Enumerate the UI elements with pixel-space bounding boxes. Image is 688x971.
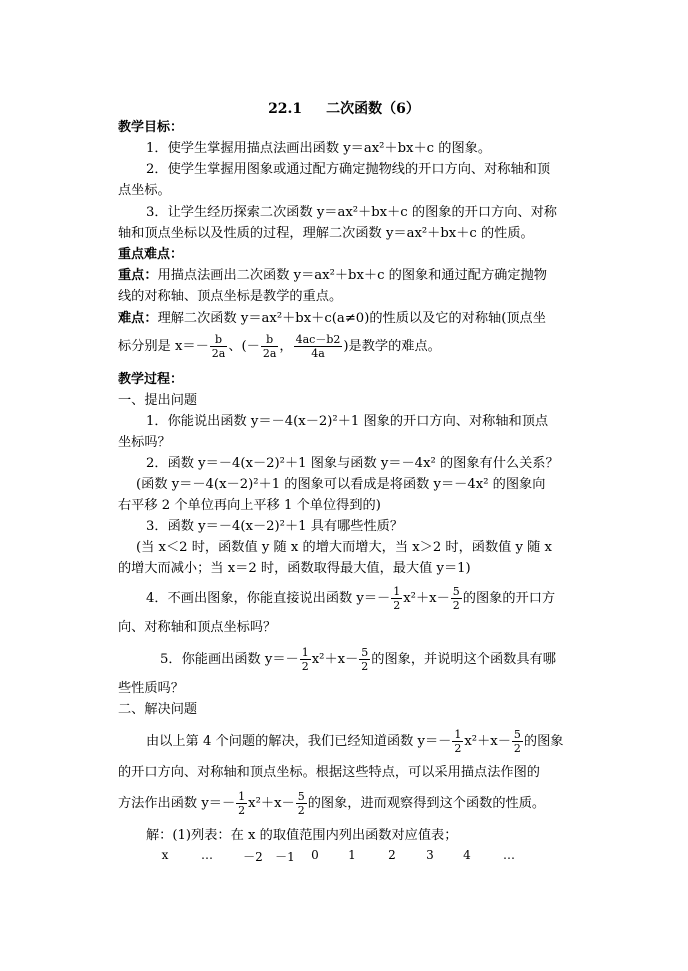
solution-step-1: 解：(1)列表：在 x 的取值范围内列出函数对应值表；: [146, 828, 458, 843]
answer-2a: (函数 y＝－4(x－2)²＋1 的图象可以看成是将函数 y＝－4x² 的图象向: [136, 477, 546, 492]
fraction-5-2: [359, 646, 370, 673]
question-4b: 向、对称轴和顶点坐标吗？: [118, 620, 277, 635]
table-cell: －2: [243, 850, 263, 864]
part2-para-3: [118, 789, 545, 819]
p3-post: 的图象，进而观察得到这个函数的性质。: [307, 796, 546, 811]
value-table-header-row: [0, 848, 688, 868]
key-label: 重点：: [118, 268, 158, 283]
p1-mid: x²＋x－: [464, 734, 511, 749]
title-number: 22.1: [268, 101, 303, 117]
p3-pre: 方法作出函数 y＝－: [118, 796, 236, 811]
fraction-num: 4ac－b2: [295, 333, 341, 346]
fraction-1-2: [300, 646, 311, 673]
part1-heading: 一、提出问题: [118, 393, 198, 408]
fraction-1-2: [236, 790, 247, 817]
key-text-b: 线的对称轴、顶点坐标是教学的重点。: [118, 289, 343, 304]
p1-pre: 由以上第 4 个问题的解决，我们已经知道函数 y＝－: [146, 734, 452, 749]
difficulty-text-b3: ，: [279, 339, 293, 354]
goal-2a: 2．使学生掌握用图象或通过配方确定抛物线的开口方向、对称轴和顶: [146, 162, 551, 177]
goal-3a: 3．让学生经历探索二次函数 y＝ax²＋bx＋c 的图象的开口方向、对称: [146, 205, 557, 220]
fraction-b-2a: [210, 333, 228, 360]
fraction-den: 2: [297, 804, 305, 817]
page-title: [0, 98, 688, 118]
question-5b: 些性质吗？: [118, 681, 184, 696]
section-process: 教学过程：: [118, 372, 184, 387]
table-cell: －1: [275, 850, 295, 864]
fraction-5-2: [296, 790, 307, 817]
fraction-5-2: [512, 728, 523, 755]
table-cell: …: [503, 848, 515, 862]
section-goals: 教学目标：: [118, 120, 184, 135]
difficulty-text-b4: )是教学的难点。: [343, 339, 441, 354]
fraction-1-2: [391, 585, 402, 612]
goal-3b: 轴和顶点坐标以及性质的过程，理解二次函数 y＝ax²＋bx＋c 的性质。: [118, 226, 534, 241]
fraction-num: b: [261, 333, 279, 347]
part2-para-1: [146, 727, 563, 757]
table-cell: 0: [311, 848, 319, 862]
goal-2b: 点坐标。: [118, 183, 171, 198]
fraction-num: 1: [238, 790, 246, 803]
q5-mid: x²＋x－: [311, 652, 359, 667]
q5-post: 的图象，并说明这个函数具有哪: [371, 652, 556, 667]
answer-3b: 的增大而减小；当 x＝2 时，函数取得最大值，最大值 y＝1): [118, 561, 471, 576]
fraction-den: 2: [452, 599, 460, 612]
fraction-den: 2: [513, 742, 521, 755]
difficulty-text-b2: 、(－: [228, 339, 260, 354]
p3-mid: x²＋x－: [248, 796, 295, 811]
fraction-num: 1: [301, 646, 309, 659]
question-5a: [160, 645, 556, 675]
answer-3a: (当 x＜2 时，函数值 y 随 x 的增大而增大，当 x＞2 时，函数值 y 随 x: [136, 540, 552, 555]
key-text-a: 用描点法画出二次函数 y＝ax²＋bx＋c 的图象和通过配方确定抛物: [157, 268, 547, 283]
fraction-1-2: [452, 728, 463, 755]
part2-para-2: 的开口方向、对称轴和顶点坐标。根据这些特点，可以采用描点法作图的: [118, 765, 540, 780]
fraction-num: 5: [297, 790, 305, 803]
difficulty-line-b: [118, 332, 441, 362]
question-1b: 坐标吗？: [118, 435, 171, 450]
p1-post: 的图象: [523, 734, 564, 749]
table-cell: 1: [348, 848, 356, 862]
table-cell: …: [201, 848, 213, 862]
fraction-num: 5: [513, 728, 521, 741]
fraction-den: 2a: [211, 347, 226, 360]
difficulty-line-a: [118, 309, 546, 329]
difficulty-text-b1: 标分别是 x＝－: [118, 339, 209, 354]
fraction-den: 2: [454, 742, 462, 755]
fraction-4ac-b2: [294, 333, 343, 360]
question-2: 2．函数 y＝－4(x－2)²＋1 图象与函数 y＝－4x² 的图象有什么关系？: [146, 456, 559, 471]
fraction-num: 1: [454, 728, 462, 741]
fraction-den: 2: [301, 660, 309, 673]
difficulty-text-a: 理解二次函数 y＝ax²＋bx＋c(a≠0)的性质以及它的对称轴(顶点坐: [157, 311, 546, 326]
fraction-num: b: [210, 333, 228, 347]
table-cell: 4: [463, 848, 471, 862]
fraction-den: 2: [238, 804, 246, 817]
section-key: 重点难点：: [118, 247, 184, 262]
table-cell: 3: [426, 848, 434, 862]
question-1a: 1．你能说出函数 y＝－4(x－2)²＋1 图象的开口方向、对称轴和顶点: [146, 414, 549, 429]
fraction-den: 2: [393, 599, 401, 612]
fraction-den: 2: [361, 660, 369, 673]
fraction-num: 1: [393, 585, 401, 598]
q4-pre: 4．不画出图象，你能直接说出函数 y＝－: [146, 591, 391, 606]
fraction-num: 5: [361, 646, 369, 659]
fraction-den: 4a: [311, 347, 325, 360]
title-text: 二次函数（6）: [326, 101, 420, 117]
fraction-num: 5: [452, 585, 460, 598]
q5-pre: 5．你能画出函数 y＝－: [160, 652, 299, 667]
q4-post: 的图象的开口方: [462, 591, 556, 606]
fraction-5-2: [451, 585, 462, 612]
q4-mid: x²＋x－: [403, 591, 450, 606]
difficulty-label: 难点：: [118, 311, 158, 326]
question-3: 3．函数 y＝－4(x－2)²＋1 具有哪些性质？: [146, 519, 404, 534]
part2-heading: 二、解决问题: [118, 702, 198, 717]
table-cell: 2: [388, 848, 396, 862]
key-line-a: [118, 266, 547, 286]
answer-2b: 右平移 2 个单位再向上平移 1 个单位得到的): [118, 498, 381, 513]
fraction-den: 2a: [262, 347, 277, 360]
question-4a: [146, 584, 555, 614]
fraction-b-2a-2: [261, 333, 279, 360]
table-cell: x: [161, 848, 169, 862]
goal-1: 1．使学生掌握用描点法画出函数 y＝ax²＋bx＋c 的图象。: [146, 141, 492, 156]
